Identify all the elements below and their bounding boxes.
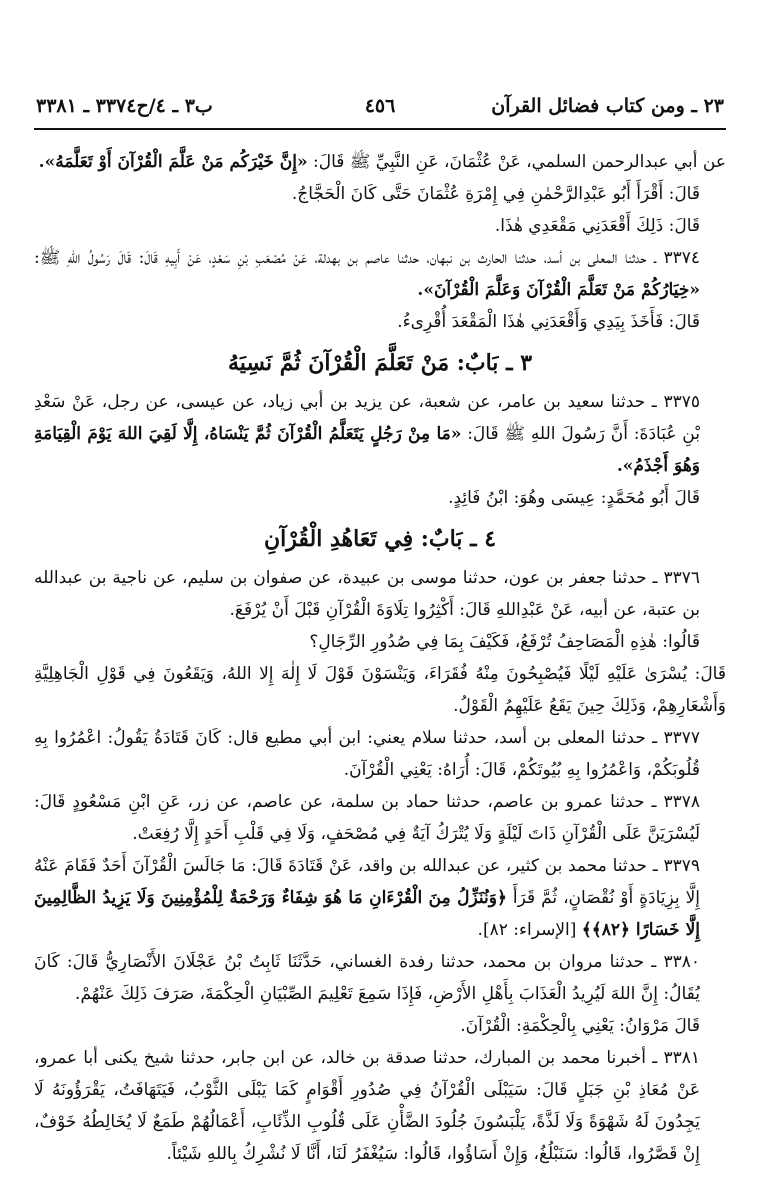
hadith-text: «خِيَارُكُمْ مَنْ تَعَلَّمَ الْقُرْآنَ وَعَلَّمَ الْقُرْآنَ». (417, 280, 700, 300)
paragraph: ٣٣٨١ ـ أخبرنا محمد بن المبارك، حدثنا صدقة بن خالد، عن ابن جابر، حدثنا شيخ يكنى أبا عمرو، عَنْ مُعَاذِ بْنِ جَبَلٍ قَالَ: سَيَبْلَى الْقُرْآنُ فِي صُدُورِ أَقْوَامٍ كَمَا يَبْلَى الثَّوْبُ، فَيَتَهَافَتُ، يَقْرَؤُونَهُ لَا يَجِدُونَ لَهُ شَهْوَةً وَلَا لَذَّةً، يَلْبَسُونَ جُلُودَ الضَّأْنِ عَلَى قُلُوبِ الذِّئَابِ، أَعْمَالُهُمْ طَمَعٌ لَا يُخَالِطُهُ خَوْفٌ، إِنْ قَصَّرُوا، قَالُوا: سَنَبْلُغُ، وَإِنْ أَسَاؤُوا، قَالُوا: سَيُغْفَرُ لَنَا، أَنَّا لَا نُشْرِكُ بِاللهِ شَيْئاً. (34, 1048, 700, 1164)
header-chapter-title: ٢٣ ـ ومن كتاب فضائل القرآن (491, 95, 724, 117)
paragraph: قَالَ: ذَلِكَ أَقْعَدَنِي مَقْعَدِي هٰذَا. (494, 216, 700, 236)
header-hadith-range: ب٣ ـ ٤/ح٣٣٧٤ ـ ٣٣٨١ (36, 95, 213, 117)
paragraph (34, 850, 726, 946)
paragraph (34, 386, 726, 482)
header-rule (34, 128, 726, 130)
narration-text: ٣٣٧٤ ـ حدثنا المعلى بن أسد، حدثنا الحارث بن نبهان، حدثنا عاصم بن بهدلة، عَنْ مُصْعَبِ بْنِ سَعْدٍ، عَنْ أَبِيهِ قَالَ: قَالَ رَسُولُ اللهِ ﷺ: (34, 248, 700, 268)
paragraph: ٣٣٧٧ ـ حدثنا المعلى بن أسد، حدثنا سلام يعني: ابن أبي مطيع قال: كَانَ قَتَادَةُ يَقُولُ: اعْمُرُوا بِهِ قُلُوبَكُمْ، وَاعْمُرُوا بِهِ بُيُوتَكُمْ، قَالَ: أُرَاهُ: يَعْنِي الْقُرْآنَ. (34, 728, 700, 780)
narration-text: ٣٣٧٩ ـ حدثنا محمد بن كثير، عن عبدالله بن واقد، عَنْ قَتَادَةَ قَالَ: مَا جَالَسَ الْقُرْآنَ أَحَدٌ فَقَامَ عَنْهُ إِلَّا بِزِيَادَةٍ أَوْ نُقْصَانٍ، ثُمَّ قَرَأَ (34, 856, 700, 908)
paragraph: قَالَ: فَأَخَذَ بِيَدِي وَأَقْعَدَنِي هٰذَا الْمَقْعَدَ أُقْرِىءُ. (397, 312, 700, 332)
paragraph: قَالَ أَبُو مُحَمَّدٍ: عِيسَى وهُوَ: ابْنُ فَائِدٍ. (448, 488, 700, 508)
running-header (36, 88, 724, 124)
paragraph: قَالُوا: هٰذِهِ الْمَصَاحِفُ تُرْفَعُ، فَكَيْفَ بِمَا فِي صُدُورِ الرِّجَالِ؟ (309, 632, 700, 652)
page-body (34, 146, 726, 1170)
paragraph: قَالَ: أَقْرَأَ أَبُو عَبْدِالرَّحْمٰنِ فِي إِمْرَةِ عُثْمَانَ حَتَّى كَانَ الْحَجَّاجُ. (291, 184, 700, 204)
verse-reference: [الإسراء: ٨٢]. (477, 920, 582, 940)
hadith-text: «مَا مِنْ رَجُلٍ يَتَعَلَّمُ الْقُرْآنَ ثُمَّ يَنْسَاهُ، إِلَّا لَقِيَ اللهَ يَوْمَ الْقِيَامَةِ وَهُوَ أَجْذَمُ». (34, 424, 700, 476)
paragraph: ٣٣٧٦ ـ حدثنا جعفر بن عون، حدثنا موسى بن عبيدة، عن صفوان بن سليم، عن ناجية بن عبدالله بن عتبة، عن أبيه، عَنْ عَبْدِاللهِ قَالَ: أَكْثِرُوا تِلَاوَةَ الْقُرْآنِ قَبْلَ أَنْ يُرْفَعَ. (34, 568, 700, 620)
paragraph: قَالَ مَرْوَانُ: يَعْنِي بِالْحِكْمَةِ: الْقُرْآنَ. (460, 1016, 700, 1036)
narration-text: عن أبي عبدالرحمن السلمي، عَنْ عُثْمَانَ، عَنِ النَّبِيِّ ﷺ قَالَ: (307, 152, 726, 172)
paragraph (34, 146, 726, 178)
chapter-heading: ٤ ـ بَابٌ: فِي تَعَاهُدِ الْقُرْآنِ (263, 526, 497, 552)
paragraph: ٣٣٨٠ ـ حدثنا مروان بن محمد، حدثنا رفدة الغساني، حَدَّثَنَا ثَابِتُ بْنُ عَجْلَانَ الأَنْصَارِيُّ قَالَ: كَانَ يُقَالُ: إِنَّ اللهَ لَيُرِيدُ الْعَذَابَ بِأَهْلِ الأَرْضِ، فَإِذَا سَمِعَ تَعْلِيمَ الصِّبْيَانِ الْحِكْمَةَ، صَرَفَ ذَلِكَ عَنْهُمْ. (34, 952, 700, 1004)
narration-text: ٣٣٧٥ ـ حدثنا سعيد بن عامر، عن شعبة، عن يزيد بن أبي زياد، عن عيسى، عن رجل، عَنْ سَعْدِ بْنِ عُبَادَةَ: أَنَّ رَسُولَ اللهِ ﷺ قَالَ: (34, 392, 700, 444)
chapter-heading: ٣ ـ بَابٌ: مَنْ تَعَلَّمَ الْقُرْآنَ ثُمَّ نَسِيَهُ (227, 350, 533, 376)
paragraph: ٣٣٧٨ ـ حدثنا عمرو بن عاصم، حدثنا حماد بن سلمة، عن عاصم، عن زر، عَنِ ابْنِ مَسْعُودٍ قَالَ: لَيُسْرَيَنَّ عَلَى الْقُرْآنِ ذَاتَ لَيْلَةٍ وَلَا يُتْرَكُ آيَةٌ فِي مُصْحَفٍ، وَلَا فِي قَلْبِ أَحَدٍ إِلَّا رُفِعَتْ. (34, 792, 701, 844)
hadith-text: «إِنَّ خَيْرَكُم مَنْ عَلَّمَ الْقُرْآنَ أَوْ تَعَلَّمَهُ». (38, 152, 308, 172)
quran-verse: ﴿وَنُنَزِّلُ مِنَ الْقُرْءَانِ مَا هُوَ شِفَاءٌ وَرَحْمَةٌ لِلْمُؤْمِنِينَ وَلَا يَزِيدُ الظَّالِمِينَ إِلَّا خَسَارًا ﴿٨٢﴾﴾ (34, 888, 700, 940)
paragraph: قَالَ: يُسْرَىٰ عَلَيْهِ لَيْلًا فَيُصْبِحُونَ مِنْهُ فُقَرَاءَ، وَيَنْسَوْنَ قَوْلَ لَا إِلٰهَ إِلا اللهُ، وَيَقَعُونَ فِي قَوْلِ الْجَاهِلِيَّةِ وَأَشْعَارِهِمْ، وَذَلِكَ حِينَ يَقَعُ عَلَيْهِمُ الْقَوْلُ. (34, 664, 726, 716)
paragraph (34, 242, 726, 306)
page-number: ٤٥٦ (364, 95, 396, 117)
